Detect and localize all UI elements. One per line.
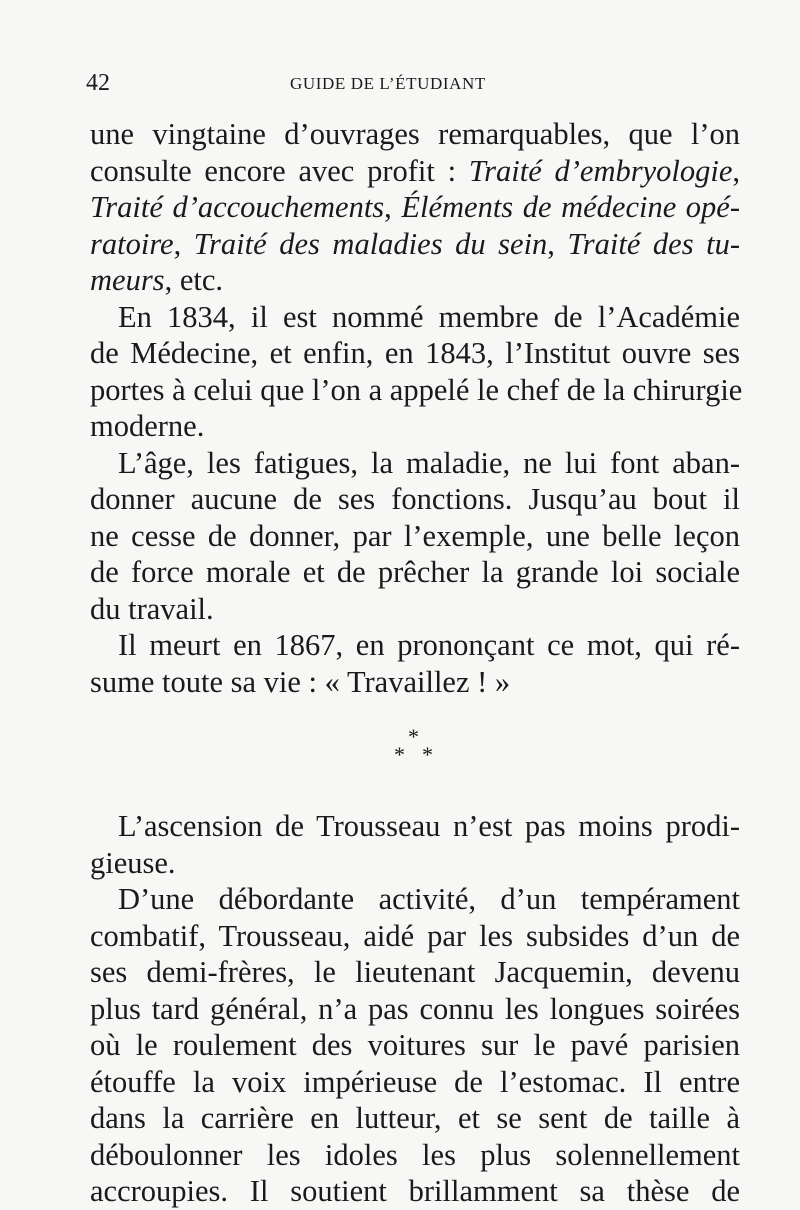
star-icon: *: [408, 724, 419, 749]
text-line: sume toute sa vie : « Travaillez ! »: [90, 664, 511, 699]
text-line: Il meurt en 1867, en prononçant ce mot, qui ré-: [118, 628, 740, 662]
star-icon: *: [394, 742, 405, 767]
text-line: de Médecine, et enfin, en 1843, l’Institut ouvre ses: [90, 336, 740, 370]
text-line: portes à celui que l’on a appelé le chef de la chirurgie: [90, 372, 743, 407]
text-line: moderne.: [90, 409, 205, 443]
text-line: plus tard général, n’a pas connu les longues soirées: [90, 991, 740, 1026]
body-text: [90, 116, 743, 1210]
text-line: du travail.: [90, 591, 214, 626]
text-line: de force morale et de prêcher la grande loi sociale: [90, 555, 740, 589]
paragraph: [90, 627, 740, 700]
text-line: consulte encore avec profit : Traité d’embryologie,: [90, 153, 740, 188]
text-line: ne cesse de donner, par l’exemple, une belle leçon: [90, 518, 740, 553]
text-line: accroupies. Il soutient brillamment sa thèse de: [90, 1174, 740, 1208]
running-head: GUIDE DE L’ÉTUDIANT: [290, 74, 486, 93]
text-line: donner aucune de ses fonctions. Jusqu’au bout il: [90, 482, 740, 516]
text-line: combatif, Trousseau, aidé par les subsides d’un de: [90, 918, 740, 953]
page-number: 42: [86, 70, 110, 96]
text-line: gieuse.: [90, 845, 176, 880]
paragraph: [90, 116, 740, 299]
paragraph: [90, 881, 740, 1210]
text-line: déboulonner les idoles les plus solennellement: [90, 1137, 740, 1172]
star-icon: *: [422, 742, 433, 767]
paragraph: [90, 445, 740, 628]
text-line: ses demi-frères, le lieutenant Jacquemin, devenu: [90, 955, 740, 989]
text-line: étouffe la voix impérieuse de l’estomac. Il entre: [90, 1064, 740, 1099]
text-line: une vingtaine d’ouvrages remarquables, que l’on: [90, 117, 740, 151]
text-line: où le roulement des voitures sur le pavé parisien: [90, 1028, 740, 1062]
paragraph: [90, 808, 740, 881]
text-line: L’ascension de Trousseau n’est pas moins prodi-: [118, 809, 740, 843]
text-line: ratoire, Traité des maladies du sein, Traité des tu-: [90, 226, 741, 261]
asterism-separator: [90, 726, 740, 796]
text-line: D’une débordante activité, d’un tempérament: [118, 882, 740, 916]
text-line: meurs, etc.: [90, 263, 223, 297]
text-line: Traité d’accouchements, Éléments de médecine opé-: [90, 190, 741, 224]
text-line: L’âge, les fatigues, la maladie, ne lui font aban-: [118, 445, 740, 480]
text-line: En 1834, il est nommé membre de l’Académie: [118, 299, 740, 334]
page-header: [86, 70, 740, 100]
paragraph: [90, 299, 743, 445]
text-line: dans la carrière en lutteur, et se sent de taille à: [90, 1101, 740, 1135]
